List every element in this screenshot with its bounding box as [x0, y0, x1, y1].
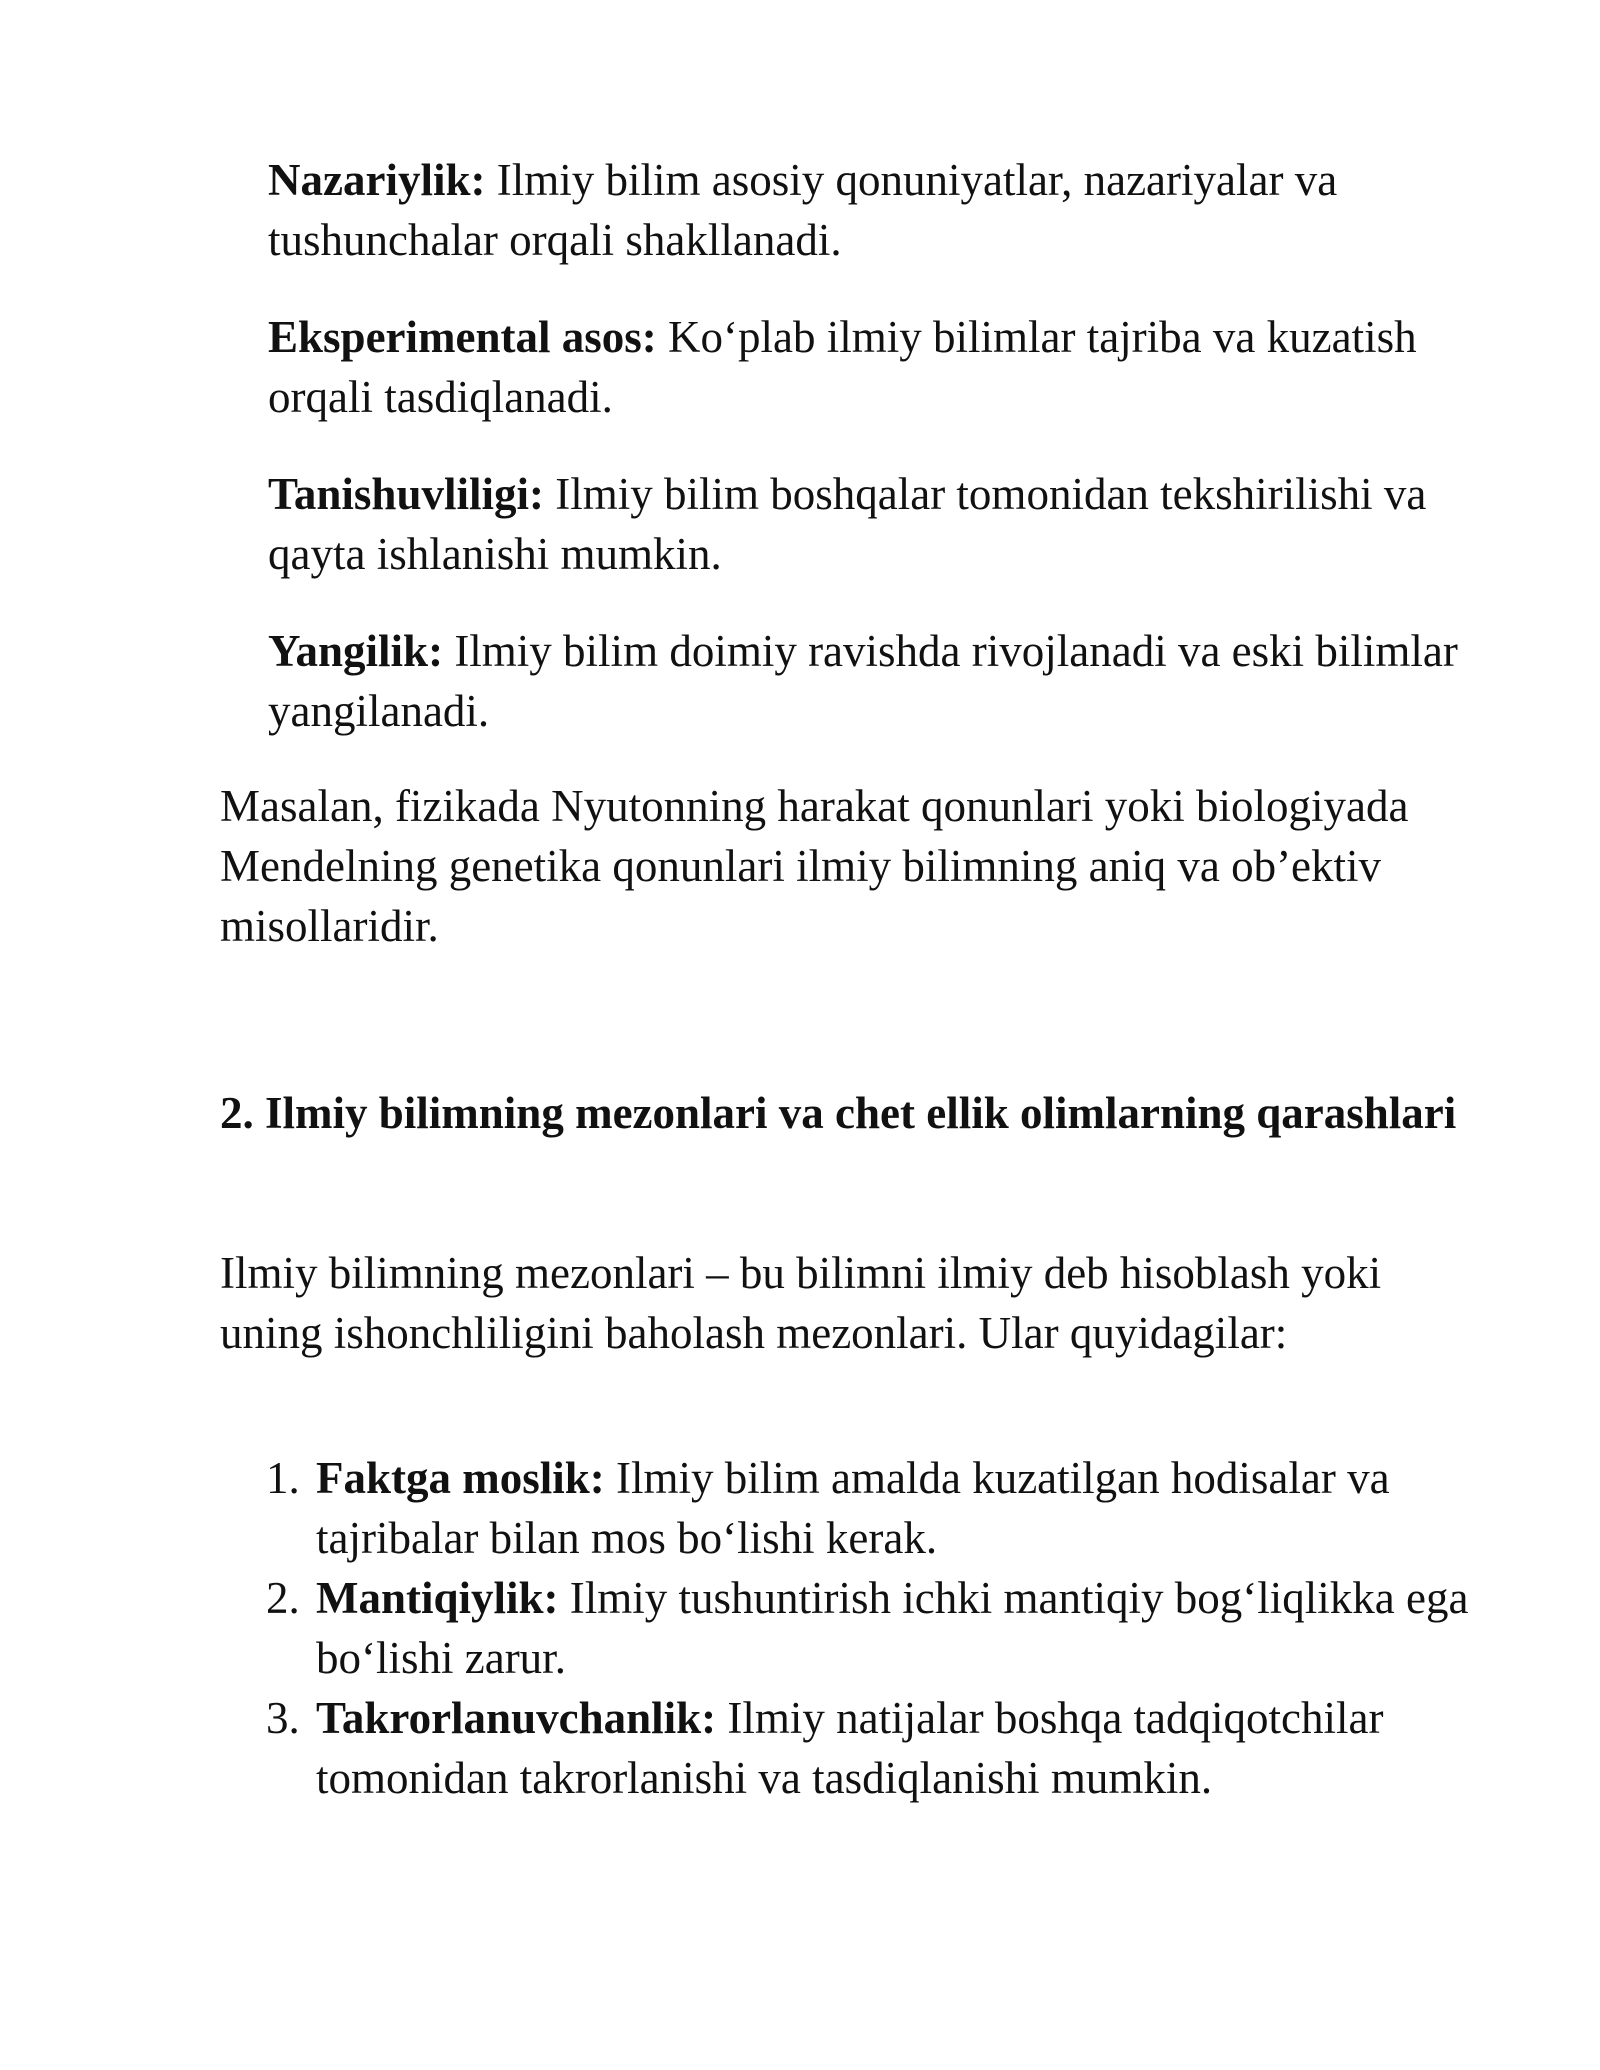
feature-text: Ko‘plab ilmiy bilimlar tajriba va kuzatish orqali tasdiqlanadi.: [268, 312, 1417, 422]
criterion-text: Ilmiy tushuntirish ichki mantiqiy bog‘liqlikka ega bo‘lishi zarur.: [316, 1573, 1469, 1683]
criterion-text: Ilmiy natijalar boshqa tadqiqotchilar tomonidan takrorlanishi va tasdiqlanishi mumkin.: [316, 1693, 1384, 1803]
criterion-term: Mantiqiylik:: [316, 1573, 559, 1623]
feature-eksperimental-asos: [268, 307, 1468, 427]
list-number: 2.: [266, 1573, 300, 1623]
feature-term: Tanishuvliligi:: [268, 469, 544, 519]
example-paragraph: Masalan, fizikada Nyutonning harakat qonunlari yoki biologiyada Mendelning genetika qonunlari ilmiy bilimning aniq va ob’ektiv misollaridir.: [220, 781, 1409, 951]
feature-text: Ilmiy bilim boshqalar tomonidan tekshirilishi va qayta ishlanishi mumkin.: [268, 469, 1427, 579]
section-heading: 2. Ilmiy bilimning mezonlari va chet ellik olimlarning qarashlari: [220, 1088, 1457, 1138]
feature-text: Ilmiy bilim asosiy qonuniyatlar, nazariyalar va tushunchalar orqali shakllanadi.: [268, 155, 1338, 265]
list-item: [220, 1568, 1490, 1688]
feature-yangilik: [268, 621, 1468, 741]
list-item: [220, 1448, 1490, 1568]
criteria-list: [220, 1448, 1490, 1808]
feature-term: Yangilik:: [268, 626, 444, 676]
criterion-text: Ilmiy bilim amalda kuzatilgan hodisalar va tajribalar bilan mos bo‘lishi kerak.: [316, 1453, 1390, 1563]
list-item: [220, 1688, 1490, 1808]
criteria-intro: Ilmiy bilimning mezonlari – bu bilimni ilmiy deb hisoblash yoki uning ishonchliligini baholash mezonlari. Ular quyidagilar:: [220, 1248, 1382, 1358]
feature-term: Nazariylik:: [268, 155, 486, 205]
feature-tanishuvliligi: [268, 464, 1468, 584]
feature-nazariylik: [268, 150, 1468, 270]
criterion-term: Faktga moslik:: [316, 1453, 605, 1503]
criterion-term: Takrorlanuvchanlik:: [316, 1693, 717, 1743]
feature-text: Ilmiy bilim doimiy ravishda rivojlanadi va eski bilimlar yangilanadi.: [268, 626, 1458, 736]
list-number: 1.: [266, 1453, 300, 1503]
list-number: 3.: [266, 1693, 300, 1743]
feature-term: Eksperimental asos:: [268, 312, 657, 362]
